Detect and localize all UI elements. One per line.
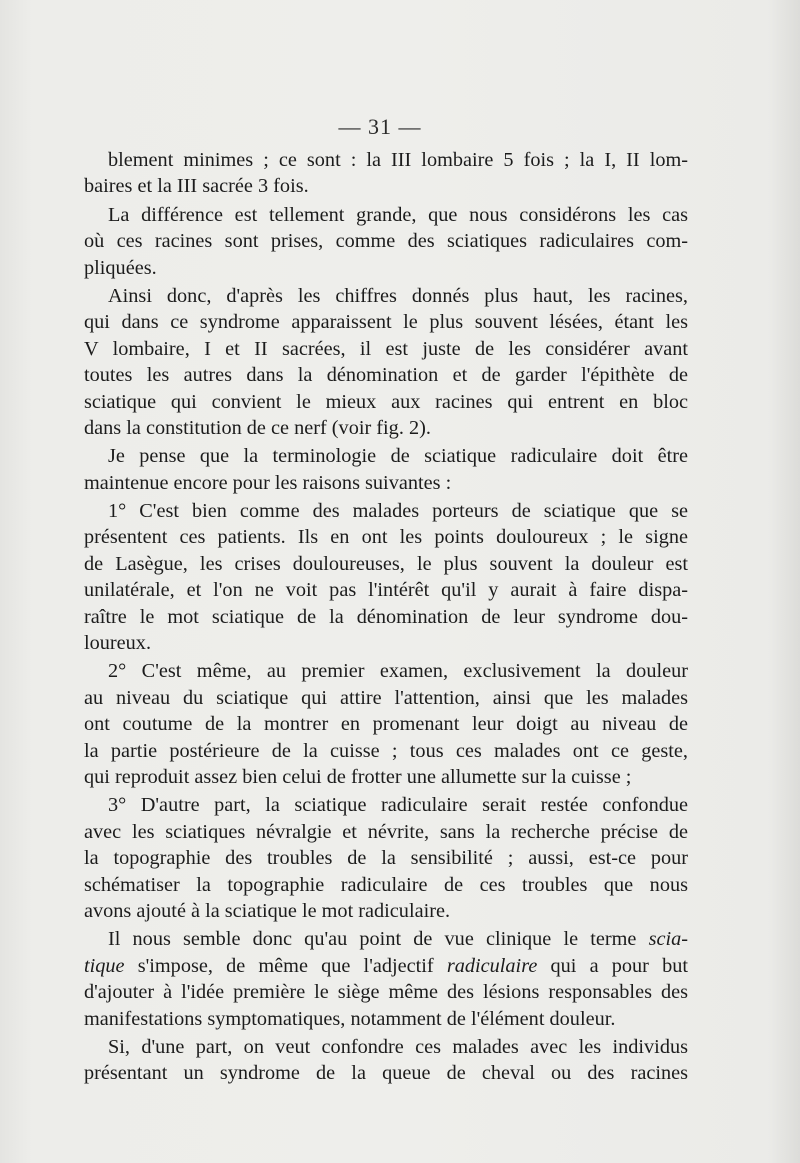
emphasis: radiculaire	[446, 954, 538, 977]
text-line: unilatérale, et l'on ne voit pas l'intérêt qu'il y aurait à faire dispa-	[84, 579, 688, 602]
text-line: présentent ces patients. Ils en ont les points douloureux ; le signe	[84, 526, 688, 549]
body-text	[84, 147, 688, 1087]
text-line: 1° C'est bien comme des malades porteurs de sciatique que se	[108, 500, 688, 523]
text-line: Si, d'une part, on veut confondre ces malades avec les individus	[108, 1035, 688, 1058]
paragraph	[84, 658, 688, 790]
text-line: Il nous semble donc qu'au point de vue clinique le terme scia-	[108, 928, 688, 951]
emphasis: tique	[84, 954, 125, 977]
emphasis: scia-	[648, 928, 688, 951]
text-line: 2° C'est même, au premier examen, exclusivement la douleur	[108, 660, 688, 683]
text-line: avons ajouté à la sciatique le mot radiculaire.	[84, 899, 451, 922]
paragraph	[84, 283, 688, 441]
text-line: loureux.	[84, 632, 152, 655]
text-line: schématiser la topographie radiculaire de ces troubles que nous	[84, 873, 688, 896]
text-line: la partie postérieure de la cuisse ; tous ces malades ont ce geste,	[84, 739, 688, 762]
paragraph	[84, 926, 688, 1032]
text-line: maintenue encore pour les raisons suivantes :	[84, 471, 452, 494]
text-line: où ces racines sont prises, comme des sciatiques radiculaires com-	[84, 230, 688, 253]
text-line: raître le mot sciatique de la dénomination de leur syndrome dou-	[84, 605, 688, 628]
text-line: qui reproduit assez bien celui de frotter une allumette sur la cuisse ;	[84, 765, 632, 788]
text-line: au niveau du sciatique qui attire l'attention, ainsi que les malades	[84, 686, 688, 709]
paragraph	[84, 1034, 688, 1087]
text-line: blement minimes ; ce sont : la III lombaire 5 fois ; la I, II lom-	[108, 149, 688, 171]
text-line: manifestations symptomatiques, notamment de l'élément douleur.	[84, 1007, 616, 1030]
text-line: présentant un syndrome de la queue de cheval ou des racines	[84, 1062, 688, 1085]
text-line: de Lasègue, les crises douloureuses, le plus souvent la douleur est	[84, 552, 688, 575]
text-line: toutes les autres dans la dénomination et de garder l'épithète de	[84, 364, 688, 387]
text-line: la topographie des troubles de la sensibilité ; aussi, est-ce pour	[84, 847, 688, 870]
text-line: pliquées.	[84, 256, 157, 279]
text-line: 3° D'autre part, la sciatique radiculaire serait restée confondue	[108, 794, 688, 817]
paragraph	[84, 147, 688, 200]
text-line: dans la constitution de ce nerf (voir fig. 2).	[84, 416, 431, 439]
text-line: Je pense que la terminologie de sciatique radiculaire doit être	[108, 445, 688, 468]
text-line: avec les sciatiques névralgie et névrite, sans la recherche précise de	[84, 820, 688, 843]
text-line: ont coutume de la montrer en promenant leur doigt au niveau de	[84, 713, 688, 736]
paragraph	[84, 202, 688, 281]
text-line: V lombaire, I et II sacrées, il est juste de les considérer avant	[84, 337, 688, 360]
text-line: qui dans ce syndrome apparaissent le plus souvent lésées, étant les	[84, 311, 688, 334]
text-line: Ainsi donc, d'après les chiffres donnés plus haut, les racines,	[108, 284, 688, 307]
text-line: tique s'impose, de même que l'adjectif radiculaire qui a pour but	[84, 954, 689, 977]
text-line: d'ajouter à l'idée première le siège même des lésions responsables des	[84, 981, 688, 1004]
page-number: — 31 —	[338, 114, 422, 139]
text-line: sciatique qui convient le mieux aux racines qui entrent en bloc	[84, 390, 688, 413]
text-line: La différence est tellement grande, que nous considérons les cas	[108, 203, 688, 226]
paragraph	[84, 443, 688, 496]
paragraph	[84, 792, 688, 924]
text-line: baires et la III sacrée 3 fois.	[84, 175, 309, 198]
paragraph	[84, 498, 688, 656]
